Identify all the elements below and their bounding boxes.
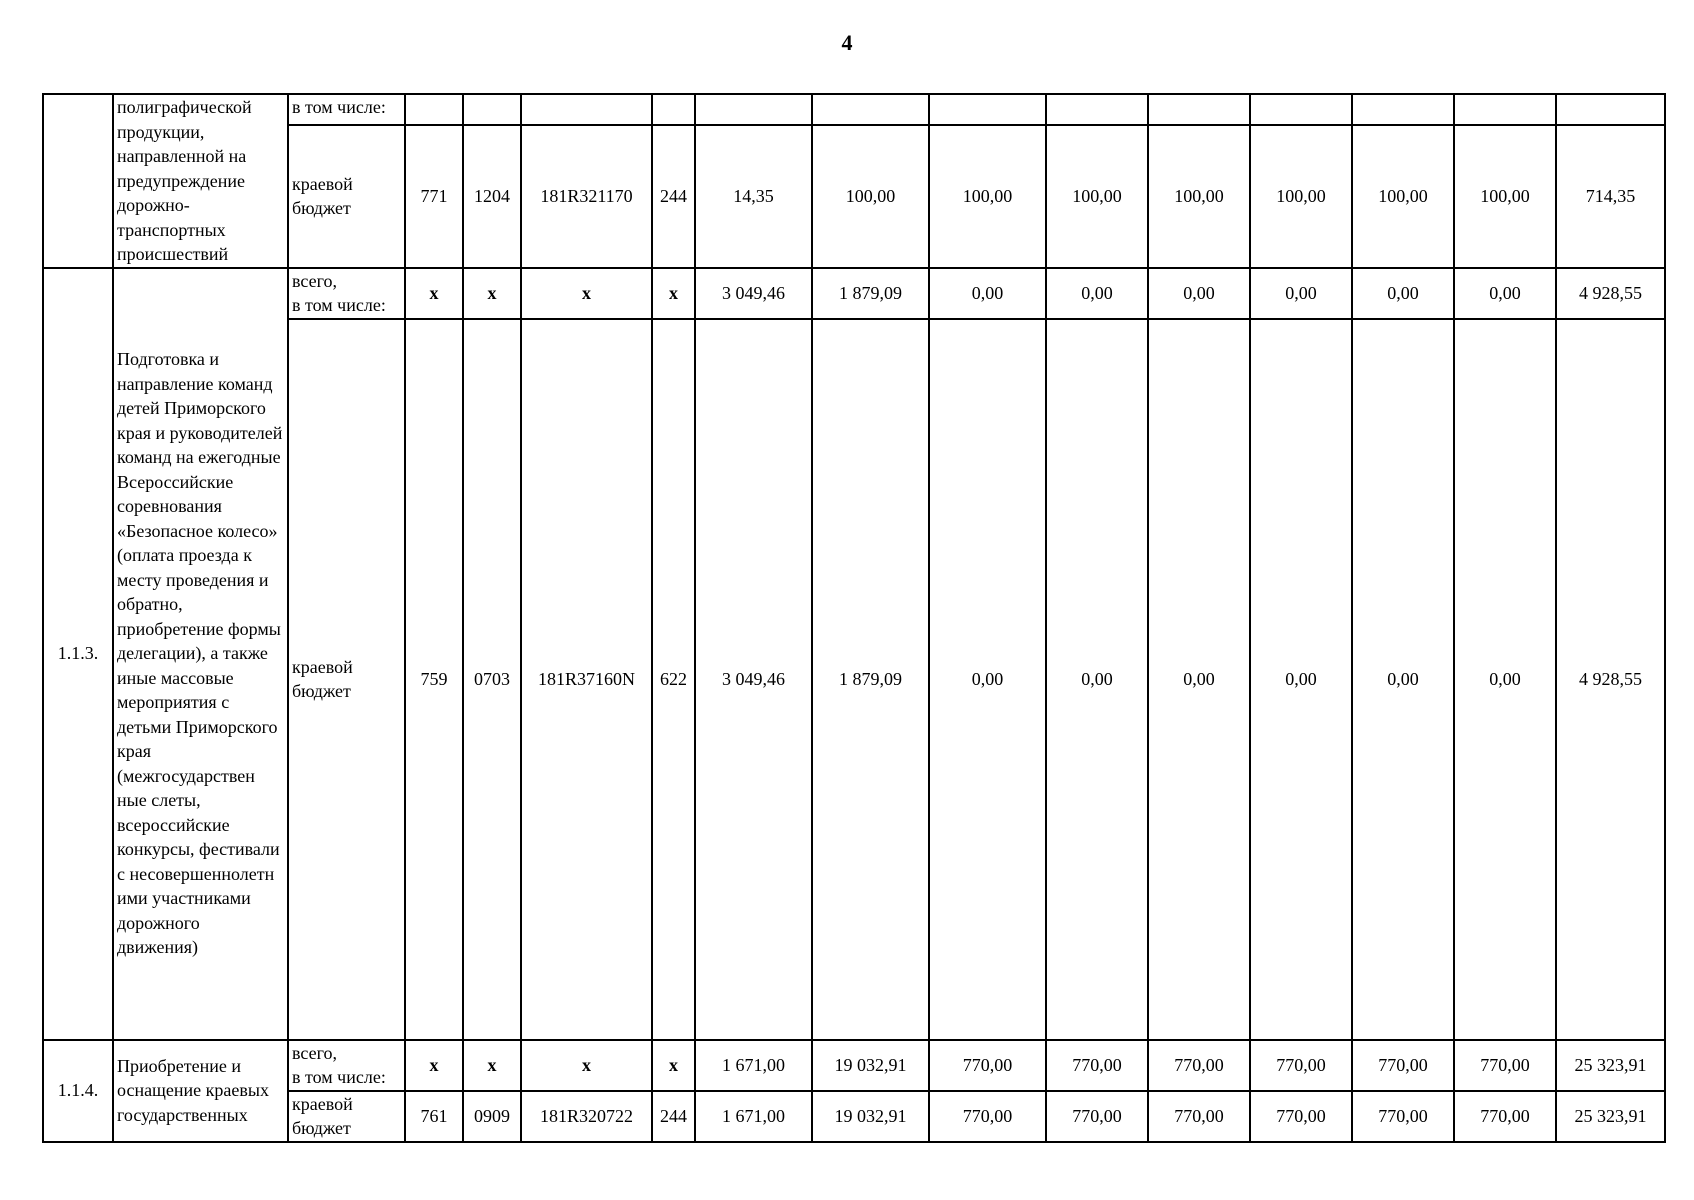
activity-name: Приобретение и оснащение краевых государственных (113, 1040, 288, 1142)
value-cell: 0,00 (1046, 319, 1148, 1040)
funding-source: краевой бюджет (288, 319, 405, 1040)
value-cell: 100,00 (1148, 125, 1250, 267)
value-cell: 0,00 (1046, 268, 1148, 319)
value-cell: 770,00 (1046, 1040, 1148, 1091)
table-row (43, 1040, 1665, 1091)
value-cell: x (521, 1040, 652, 1091)
row-index: 1.1.4. (43, 1040, 113, 1142)
value-cell: 244 (652, 125, 695, 267)
value-cell: 770,00 (1046, 1091, 1148, 1142)
value-cell: 770,00 (929, 1040, 1046, 1091)
value-cell (521, 94, 652, 125)
value-cell: 0703 (463, 319, 521, 1040)
value-cell: 181R321170 (521, 125, 652, 267)
value-cell: x (521, 268, 652, 319)
value-cell: 181R37160N (521, 319, 652, 1040)
value-cell: 100,00 (1250, 125, 1352, 267)
value-cell: 770,00 (1148, 1091, 1250, 1142)
value-cell: 770,00 (1352, 1091, 1454, 1142)
value-cell: 0,00 (1454, 268, 1556, 319)
funding-source: краевой бюджет (288, 125, 405, 267)
value-cell (812, 94, 929, 125)
value-cell: 1 879,09 (812, 319, 929, 1040)
value-cell: 770,00 (1454, 1040, 1556, 1091)
value-cell: 100,00 (929, 125, 1046, 267)
value-cell: x (652, 1040, 695, 1091)
value-cell (695, 94, 812, 125)
value-cell: 0,00 (1352, 319, 1454, 1040)
value-cell: 0,00 (1250, 319, 1352, 1040)
value-cell: 770,00 (1352, 1040, 1454, 1091)
value-cell: 759 (405, 319, 463, 1040)
value-cell: 3 049,46 (695, 268, 812, 319)
value-cell: x (463, 1040, 521, 1091)
value-cell: 714,35 (1556, 125, 1665, 267)
row-index: 1.1.3. (43, 268, 113, 1040)
value-cell: 100,00 (812, 125, 929, 267)
value-cell: 761 (405, 1091, 463, 1142)
value-cell: 14,35 (695, 125, 812, 267)
value-cell: 19 032,91 (812, 1040, 929, 1091)
value-cell: 0,00 (929, 319, 1046, 1040)
value-cell: x (463, 268, 521, 319)
value-cell: x (405, 268, 463, 319)
value-cell: 1204 (463, 125, 521, 267)
value-cell: 770,00 (929, 1091, 1046, 1142)
value-cell: 770,00 (1454, 1091, 1556, 1142)
value-cell (1454, 94, 1556, 125)
table-row (43, 268, 1665, 319)
value-cell: 0,00 (1148, 268, 1250, 319)
value-cell: 1 671,00 (695, 1091, 812, 1142)
row-index (43, 94, 113, 268)
funding-source: в том числе: (288, 94, 405, 125)
value-cell: 1 671,00 (695, 1040, 812, 1091)
value-cell: 770,00 (1250, 1091, 1352, 1142)
value-cell: 0,00 (1454, 319, 1556, 1040)
value-cell: 771 (405, 125, 463, 267)
value-cell: 25 323,91 (1556, 1091, 1665, 1142)
value-cell: 0,00 (1148, 319, 1250, 1040)
value-cell: 100,00 (1046, 125, 1148, 267)
value-cell (1046, 94, 1148, 125)
value-cell (1352, 94, 1454, 125)
value-cell (1148, 94, 1250, 125)
table-row (43, 94, 1665, 125)
value-cell: 100,00 (1352, 125, 1454, 267)
value-cell (1250, 94, 1352, 125)
value-cell: 19 032,91 (812, 1091, 929, 1142)
value-cell: 3 049,46 (695, 319, 812, 1040)
value-cell: 770,00 (1250, 1040, 1352, 1091)
value-cell: 770,00 (1148, 1040, 1250, 1091)
value-cell: 4 928,55 (1556, 319, 1665, 1040)
value-cell: 244 (652, 1091, 695, 1142)
value-cell: 1 879,09 (812, 268, 929, 319)
funding-source: краевой бюджет (288, 1091, 405, 1142)
value-cell (1556, 94, 1665, 125)
value-cell (463, 94, 521, 125)
value-cell: 0,00 (1352, 268, 1454, 319)
budget-table (42, 93, 1666, 1143)
value-cell: 622 (652, 319, 695, 1040)
value-cell: 0,00 (929, 268, 1046, 319)
value-cell: x (405, 1040, 463, 1091)
funding-source: всего, в том числе: (288, 268, 405, 319)
activity-name: Подготовка и направление команд детей Приморского края и руководителей команд на ежегодные Всероссийские соревнования «Безопасное колесо» (оплата проезда к месту проведения и обратно, приобретение формы делегации), а также иные массовые мероприятия с детьми Приморского края (межгосударствен ные слеты, всероссийские конкурсы, фестивали с несовершеннолетн ими участниками дорожного движения) (113, 268, 288, 1040)
value-cell: 4 928,55 (1556, 268, 1665, 319)
funding-source: всего, в том числе: (288, 1040, 405, 1091)
value-cell: 100,00 (1454, 125, 1556, 267)
value-cell: 0909 (463, 1091, 521, 1142)
value-cell: 181R320722 (521, 1091, 652, 1142)
value-cell: 0,00 (1250, 268, 1352, 319)
value-cell: 25 323,91 (1556, 1040, 1665, 1091)
page-number: 4 (841, 30, 853, 55)
value-cell (929, 94, 1046, 125)
activity-name: полиграфической продукции, направленной на предупреждение дорожно-транспортных происшествий (113, 94, 288, 268)
value-cell (405, 94, 463, 125)
value-cell: x (652, 268, 695, 319)
value-cell (652, 94, 695, 125)
